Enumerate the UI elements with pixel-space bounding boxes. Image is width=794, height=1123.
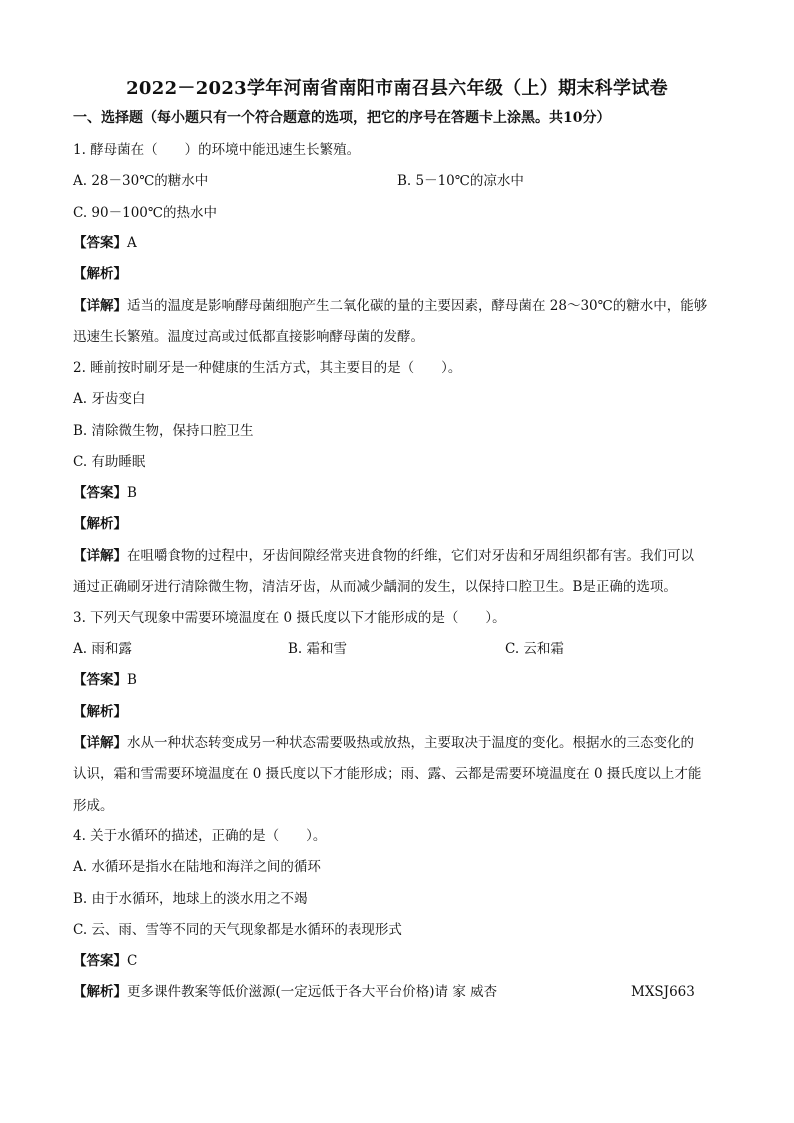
detail-tag: 【详解】 (73, 548, 127, 564)
question-2-stem: 2. 睡前按时刷牙是一种健康的生活方式，其主要目的是（ ）。 (73, 360, 462, 376)
question-1-option-c: C. 90－100℃的热水中 (73, 205, 217, 221)
question-1-analysis-tag: 【解析】 (73, 266, 127, 282)
question-3-stem: 3. 下列天气现象中需要环境温度在 0 摄氏度以下才能形成的是（ ）。 (73, 610, 506, 626)
answer-tag: 【答案】 (73, 235, 127, 251)
question-4-option-c: C. 云、雨、雪等不同的天气现象都是水循环的表现形式 (73, 922, 402, 938)
question-1-option-a: A. 28－30℃的糖水中 (73, 173, 209, 189)
question-1-option-b: B. 5－10℃的凉水中 (397, 173, 524, 189)
detail-text: 在咀嚼食物的过程中，牙齿间隙经常夹进食物的纤维，它们对牙齿和牙周组织都有害。我们可以 (127, 548, 694, 564)
answer-tag: 【答案】 (73, 672, 127, 688)
question-1-detail-line-2: 迅速生长繁殖。温度过高或过低都直接影响酵母菌的发酵。 (73, 329, 424, 345)
page-title: 2022－2023学年河南省南阳市南召县六年级（上）期末科学试卷 (126, 78, 668, 99)
question-3-option-a: A. 雨和露 (73, 641, 132, 657)
question-3-option-c: C. 云和霜 (505, 641, 564, 657)
answer-value: C (127, 953, 138, 969)
question-3-answer (73, 671, 137, 689)
question-4-option-a: A. 水循环是指水在陆地和海洋之间的循环 (73, 859, 321, 875)
question-4-stem: 4. 关于水循环的描述，正确的是（ ）。 (73, 828, 327, 844)
analysis-code: MXSJ663 (631, 984, 695, 1000)
question-2-option-b: B. 清除微生物，保持口腔卫生 (73, 423, 254, 439)
answer-tag: 【答案】 (73, 953, 127, 969)
question-3-detail-line-2: 认识，霜和雪需要环境温度在 0 摄氏度以下才能形成；雨、露、云都是需要环境温度在 0 摄氏度以上才能 (73, 766, 702, 782)
answer-value: B (127, 485, 137, 501)
answer-value: A (127, 235, 137, 251)
question-4-analysis (73, 983, 733, 1001)
answer-value: B (127, 672, 137, 688)
question-3-option-b: B. 霜和雪 (288, 641, 348, 657)
detail-text: 水从一种状态转变成另一种状态需要吸热或放热，主要取决于温度的变化。根据水的三态变化的 (127, 735, 694, 751)
section-heading: 一、选择题（每小题只有一个符合题意的选项，把它的序号在答题卡上涂黑。共10分） (73, 110, 611, 126)
question-1-stem: 1. 酵母菌在（ ）的环境中能迅速生长繁殖。 (73, 142, 361, 158)
question-1-detail (73, 297, 707, 315)
question-2-option-a: A. 牙齿变白 (73, 391, 146, 407)
detail-text: 适当的温度是影响酵母菌细胞产生二氧化碳的量的主要因素，酵母菌在 28～30℃的糖水中，能够 (127, 298, 708, 314)
question-3-analysis-tag: 【解析】 (73, 704, 127, 720)
question-3-detail (73, 734, 694, 752)
question-2-detail (73, 547, 694, 565)
question-2-detail-line-2: 通过正确刷牙进行清除微生物，清洁牙齿，从而减少龋洞的发生，以保持口腔卫生。B是正确的选项。 (73, 579, 677, 595)
analysis-tag: 【解析】 (73, 984, 127, 1000)
detail-tag: 【详解】 (73, 298, 127, 314)
question-2-answer (73, 484, 137, 502)
question-3-detail-line-3: 形成。 (73, 798, 114, 814)
question-4-answer (73, 952, 137, 970)
question-2-option-c: C. 有助睡眠 (73, 454, 146, 470)
analysis-text: 更多课件教案等低价滋源(一定远低于各大平台价格)请 家 威杏 (127, 984, 498, 1000)
question-2-analysis-tag: 【解析】 (73, 516, 127, 532)
answer-tag: 【答案】 (73, 485, 127, 501)
question-4-option-b: B. 由于水循环，地球上的淡水用之不竭 (73, 891, 308, 907)
question-1-answer (73, 234, 137, 252)
detail-tag: 【详解】 (73, 735, 127, 751)
